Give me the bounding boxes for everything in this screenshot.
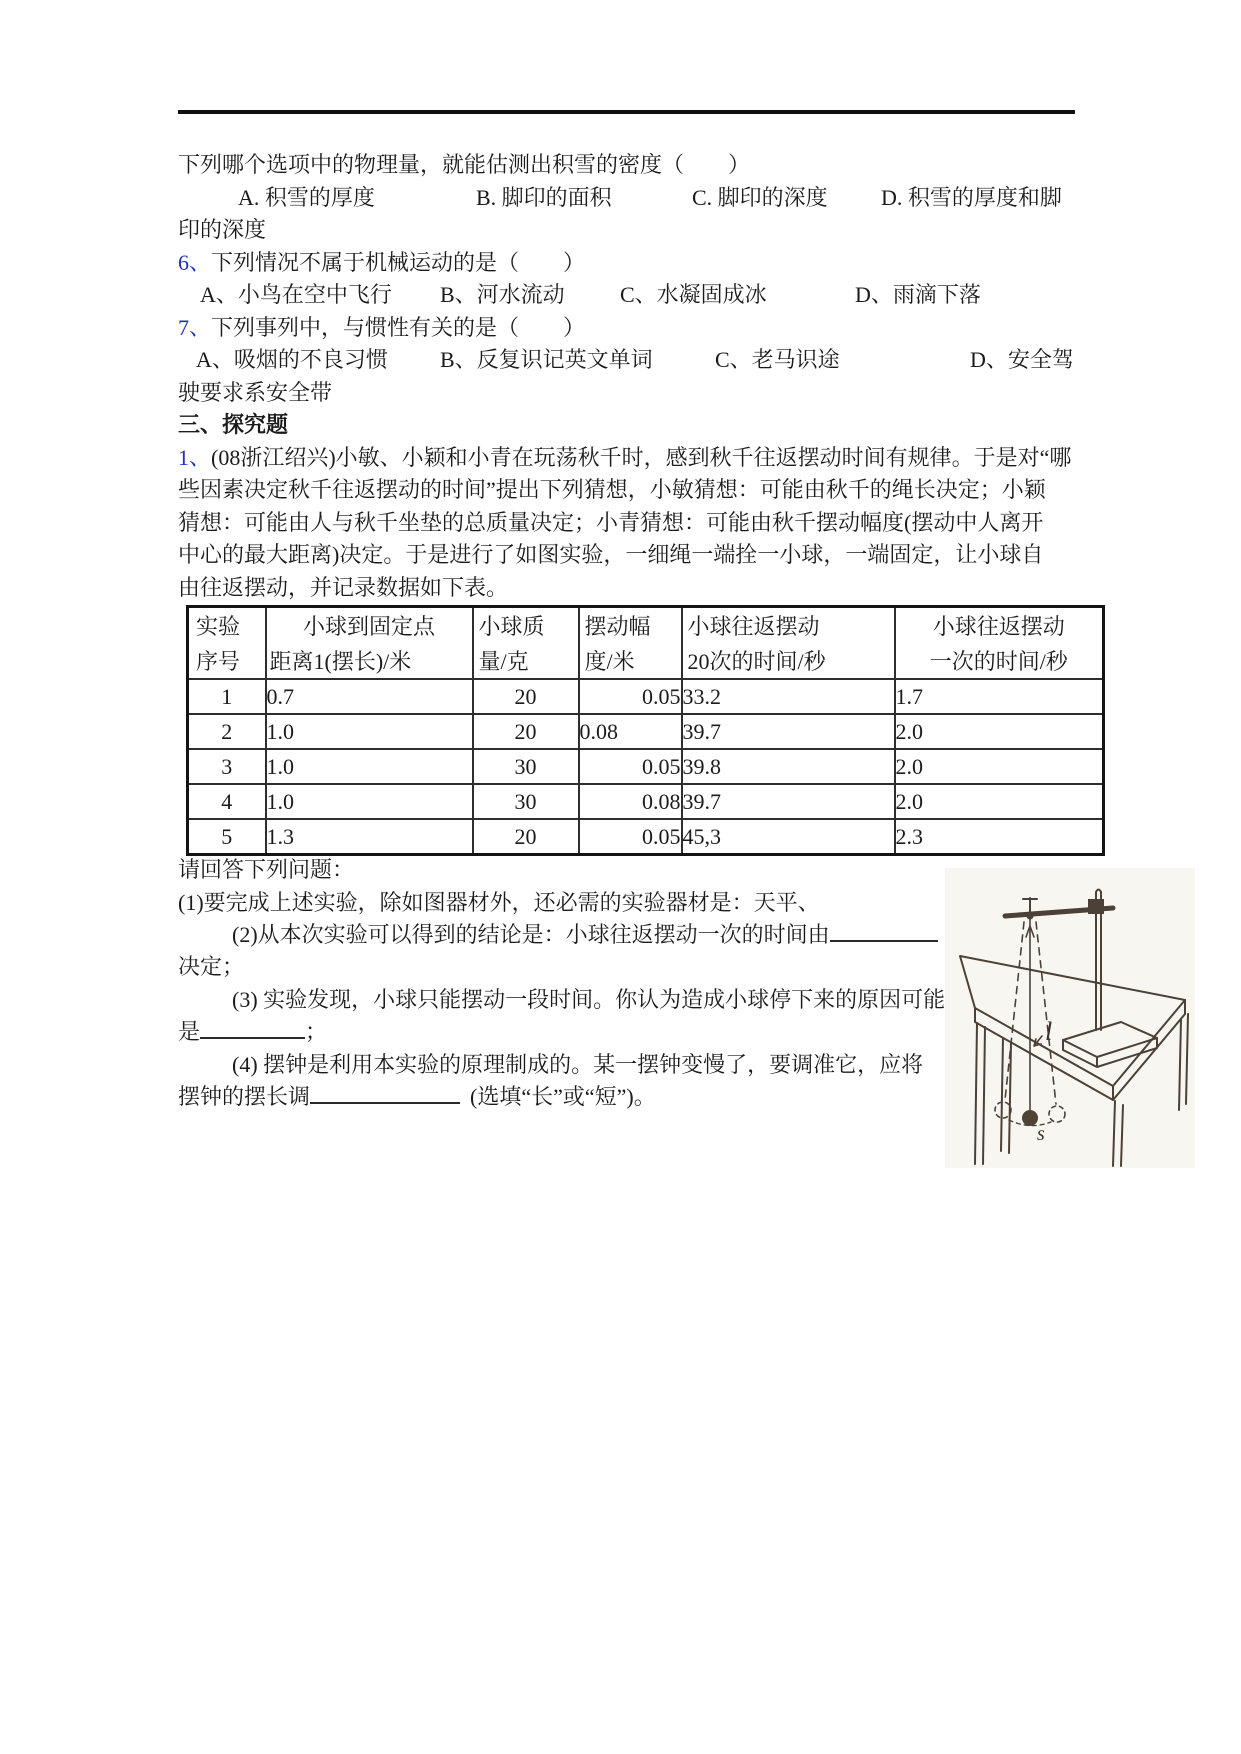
stand-clamp [1088, 899, 1104, 914]
cell-time20: 45,3 [682, 819, 895, 855]
q7-option-a: A、吸烟的不良习惯 [196, 347, 388, 372]
q1-paragraph-line3: 猜想：可能由人与秋千坐垫的总质量决定；小青猜想：可能由秋千摆动幅度(摆动中人离开 [178, 510, 1044, 535]
followup-q2 [232, 920, 938, 950]
q6-stem: 下列情况不属于机械运动的是（ ） [211, 250, 586, 275]
col-header-trial: 实验 序号 [188, 607, 266, 680]
q1-paragraph-line1 [178, 443, 1071, 473]
followup-q3-line2 [178, 1017, 327, 1047]
table-row [188, 679, 1104, 714]
cell-trial: 4 [188, 784, 266, 819]
q7-stem-line [178, 313, 585, 343]
followup-q2-cont: 决定； [178, 954, 245, 979]
col-header-amplitude: 摆动幅 度/米 [579, 607, 682, 680]
q5-option-b: B. 脚印的面积 [476, 185, 612, 210]
cell-mass: 30 [473, 749, 579, 784]
q6-option-b: B、河水流动 [440, 282, 565, 307]
cell-trial: 5 [188, 819, 266, 855]
q5-stem: 下列哪个选项中的物理量，就能估测出积雪的密度（ ） [178, 152, 751, 177]
q5-options [0, 183, 1241, 213]
experiment-data-table [186, 605, 1105, 856]
followup-q4-line1: (4) 摆钟是利用本实验的原理制成的。某一摆钟变慢了，要调准它，应将 [232, 1052, 924, 1077]
cell-mass: 20 [473, 819, 579, 855]
cell-time20: 39.7 [682, 714, 895, 749]
table-row [188, 749, 1104, 784]
followup-q3-line1: (3) 实验发现，小球只能摆动一段时间。你认为造成小球停下来的原因可能 [232, 987, 946, 1012]
q1-number: 1、 [178, 445, 212, 470]
q1-paragraph-line4: 中心的最大距离)决定。于是进行了如图实验，一细绳一端拴一小球，一端固定，让小球自 [178, 542, 1044, 567]
q7-option-d-overflow: 驶要求系安全带 [178, 380, 333, 405]
pendulum-ball [1022, 1110, 1038, 1126]
q7-option-b: B、反复识记英文单词 [440, 347, 653, 372]
followup-q3-text: 是 [178, 1019, 201, 1044]
q7-options [0, 345, 1241, 375]
followup-q2-text: (2)从本次实验可以得到的结论是：小球往返摆动一次的时间由 [232, 922, 830, 947]
answer-blank [830, 924, 938, 942]
q6-option-c: C、水凝固成冰 [620, 282, 767, 307]
q7-number: 7、 [178, 315, 212, 340]
q7-stem: 下列事列中，与惯性有关的是（ ） [211, 315, 586, 340]
cell-amplitude: 0.05 [579, 679, 682, 714]
followup-intro: 请回答下列问题： [178, 857, 355, 882]
pendulum-figure [945, 868, 1195, 1168]
q1-text-line1: (08浙江绍兴)小敏、小颖和小青在玩荡秋千时，感到秋千往返摆动时间有规律。于是对“哪 [211, 445, 1072, 470]
cell-period: 2.3 [895, 819, 1104, 855]
cell-length: 0.7 [266, 679, 473, 714]
cell-time20: 33.2 [682, 679, 895, 714]
col-header-period: 小球往返摆动 一次的时间/秒 [895, 607, 1104, 680]
table-row [188, 714, 1104, 749]
cell-mass: 20 [473, 714, 579, 749]
table-row [188, 819, 1104, 855]
answer-blank [200, 1021, 305, 1039]
cell-mass: 30 [473, 784, 579, 819]
col-header-time20: 小球往返摆动 20次的时间/秒 [682, 607, 895, 680]
cell-time20: 39.7 [682, 784, 895, 819]
cell-length: 1.0 [266, 749, 473, 784]
table-header-row [188, 607, 1104, 680]
pendulum-illustration [945, 868, 1195, 1168]
cell-trial: 1 [188, 679, 266, 714]
cell-period: 2.0 [895, 784, 1104, 819]
q7-option-d: D、安全驾 [970, 347, 1074, 372]
q5-option-d: D. 积雪的厚度和脚 [881, 185, 1062, 210]
q5-option-a: A. 积雪的厚度 [238, 185, 375, 210]
table-row [188, 784, 1104, 819]
q6-option-a: A、小鸟在空中飞行 [200, 282, 392, 307]
q6-options [0, 280, 1241, 310]
section-title: 三、探究题 [178, 412, 289, 437]
cell-length: 1.0 [266, 784, 473, 819]
followup-q4-text: 摆钟的摆长调 [178, 1084, 311, 1109]
length-label: l [1045, 1017, 1053, 1046]
q7-option-c: C、老马识途 [715, 347, 840, 372]
q6-number: 6、 [178, 250, 212, 275]
col-header-mass: 小球质 量/克 [473, 607, 579, 680]
header-rule [178, 110, 1075, 114]
cell-period: 2.0 [895, 714, 1104, 749]
cell-length: 1.0 [266, 714, 473, 749]
cell-period: 1.7 [895, 679, 1104, 714]
q1-paragraph-line2: 些因素决定秋千往返摆动的时间”提出下列猜想，小敏猜想：可能由秋千的绳长决定；小颖 [178, 477, 1046, 502]
followup-q4-line2 [178, 1082, 656, 1112]
cell-period: 2.0 [895, 749, 1104, 784]
answer-blank [310, 1086, 460, 1104]
cell-amplitude: 0.08 [579, 784, 682, 819]
q5-option-c: C. 脚印的深度 [692, 185, 828, 210]
cell-time20: 39.8 [682, 749, 895, 784]
cell-length: 1.3 [266, 819, 473, 855]
cell-trial: 3 [188, 749, 266, 784]
cell-amplitude: 0.05 [579, 819, 682, 855]
cell-amplitude: 0.05 [579, 749, 682, 784]
q5-option-d-overflow: 印的深度 [178, 217, 267, 242]
col-header-length: 小球到固定点 距离1(摆长)/米 [266, 607, 473, 680]
followup-q4-suffix: (选填“长”或“短”)。 [470, 1084, 656, 1109]
q6-stem-line [178, 248, 585, 278]
followup-q3-suffix: ； [305, 1019, 328, 1044]
cell-mass: 20 [473, 679, 579, 714]
followup-q1: (1)要完成上述实验，除如图器材外，还必需的实验器材是：天平、 [178, 890, 820, 915]
cell-trial: 2 [188, 714, 266, 749]
ball-label: s [1037, 1123, 1045, 1145]
q1-paragraph-line5: 由往返摆动，并记录数据如下表。 [178, 575, 509, 600]
cell-amplitude: 0.08 [579, 714, 682, 749]
q6-option-d: D、雨滴下落 [855, 282, 981, 307]
